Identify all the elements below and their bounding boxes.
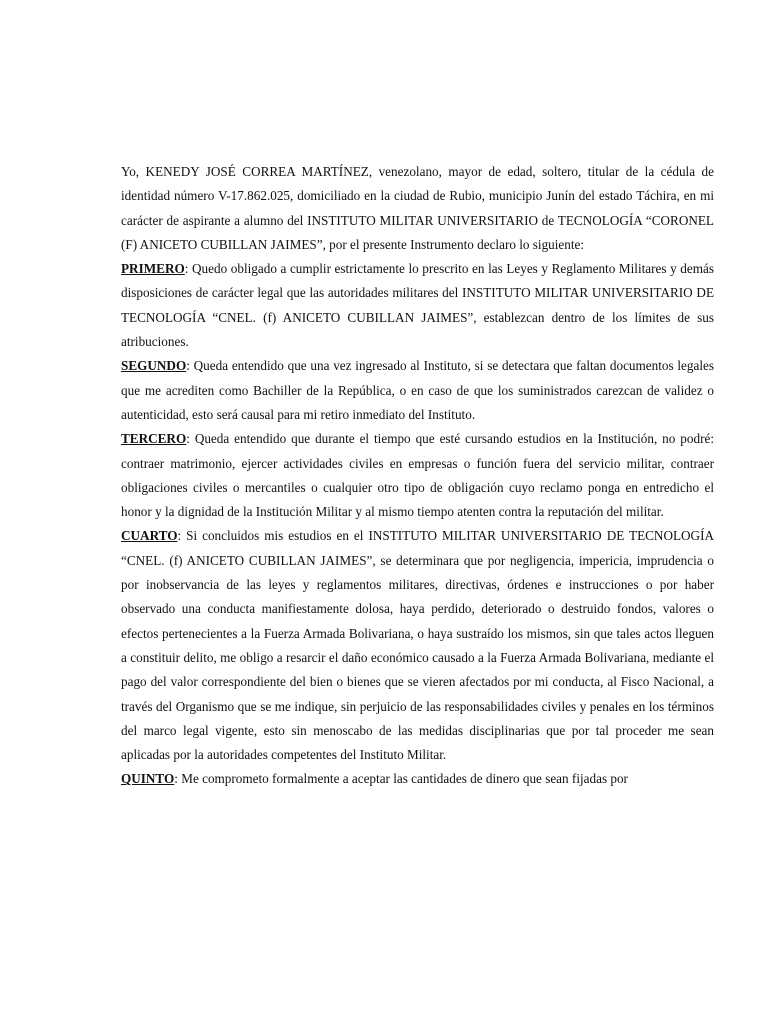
clause-heading: QUINTO <box>121 771 175 787</box>
document-page <box>121 160 714 792</box>
clause-text: : Si concluidos mis estudios en el INSTITUTO MILITAR UNIVERSITARIO DE TECNOLOGÍA “CNEL. (f) ANICETO CUBILLAN JAIMES”, se determinara que por negligencia, impericia, imprudencia o por inobservancia de las leyes y reglamentos militares, directivas, órdenes e instrucciones o por haber observado una conducta manifiestamente dolosa, haya perdido, deteriorado o destruido fondos, valores o efectos pertenecientes a la Fuerza Armada Bolivariana, o haya sustraído los mismos, sin que tales actos lleguen a constituir delito, me obligo a resarcir el daño económico causado a la Fuerza Armada Bolivariana, mediante el pago del valor correspondiente del bien o bienes que se vieren afectados por mi conducta, al Fisco Nacional, a través del Organismo que se me indique, sin perjuicio de las responsabilidades civiles y penales en los términos del marco legal vigente, esto sin menoscabo de las medidas disciplinarias que por tal proceder me sean aplicadas por la autoridades competentes del Instituto Militar. <box>121 528 714 763</box>
clause-quinto <box>121 767 714 791</box>
clause-tercero <box>121 427 714 524</box>
clause-heading: CUARTO <box>121 528 178 544</box>
intro-paragraph: Yo, KENEDY JOSÉ CORREA MARTÍNEZ, venezolano, mayor de edad, soltero, titular de la cédula de identidad número V-17.862.025, domiciliado en la ciudad de Rubio, municipio Junín del estado Táchira, en mi carácter de aspirante a alumno del INSTITUTO MILITAR UNIVERSITARIO de TECNOLOGÍA “CORONEL (F) ANICETO CUBILLAN JAIMES”, por el presente Instrumento declaro lo siguiente: <box>121 164 714 252</box>
clause-primero <box>121 257 714 354</box>
clause-heading: TERCERO <box>121 431 187 447</box>
clause-text: : Queda entendido que una vez ingresado al Instituto, si se detectara que faltan documentos legales que me acrediten como Bachiller de la República, o en caso de que los suministrados carezcan de validez o autenticidad, esto será causal para mi retiro inmediato del Instituto. <box>121 358 714 422</box>
clause-cuarto <box>121 524 714 767</box>
clause-text: : Queda entendido que durante el tiempo que esté cursando estudios en la Institución, no podré: contraer matrimonio, ejercer actividades civiles en empresas o función fuera del servicio militar, contraer obligaciones civiles o mercantiles o cualquier otro tipo de obligación cuyo reclamo ponga en entredicho el honor y la dignidad de la Institución Militar y al mismo tiempo atenten contra la reputación del militar. <box>121 431 714 520</box>
clause-heading: SEGUNDO <box>121 358 187 374</box>
clause-text: : Quedo obligado a cumplir estrictamente lo prescrito en las Leyes y Reglamento Militares y demás disposiciones de carácter legal que las autoridades militares del INSTITUTO MILITAR UNIVERSITARIO DE TECNOLOGÍA “CNEL. (f) ANICETO CUBILLAN JAIMES”, establezcan dentro de los límites de sus atribuciones. <box>121 261 714 350</box>
clause-segundo <box>121 354 714 427</box>
clause-heading: PRIMERO <box>121 261 185 277</box>
clause-text: : Me comprometo formalmente a aceptar las cantidades de dinero que sean fijadas por <box>174 771 628 787</box>
